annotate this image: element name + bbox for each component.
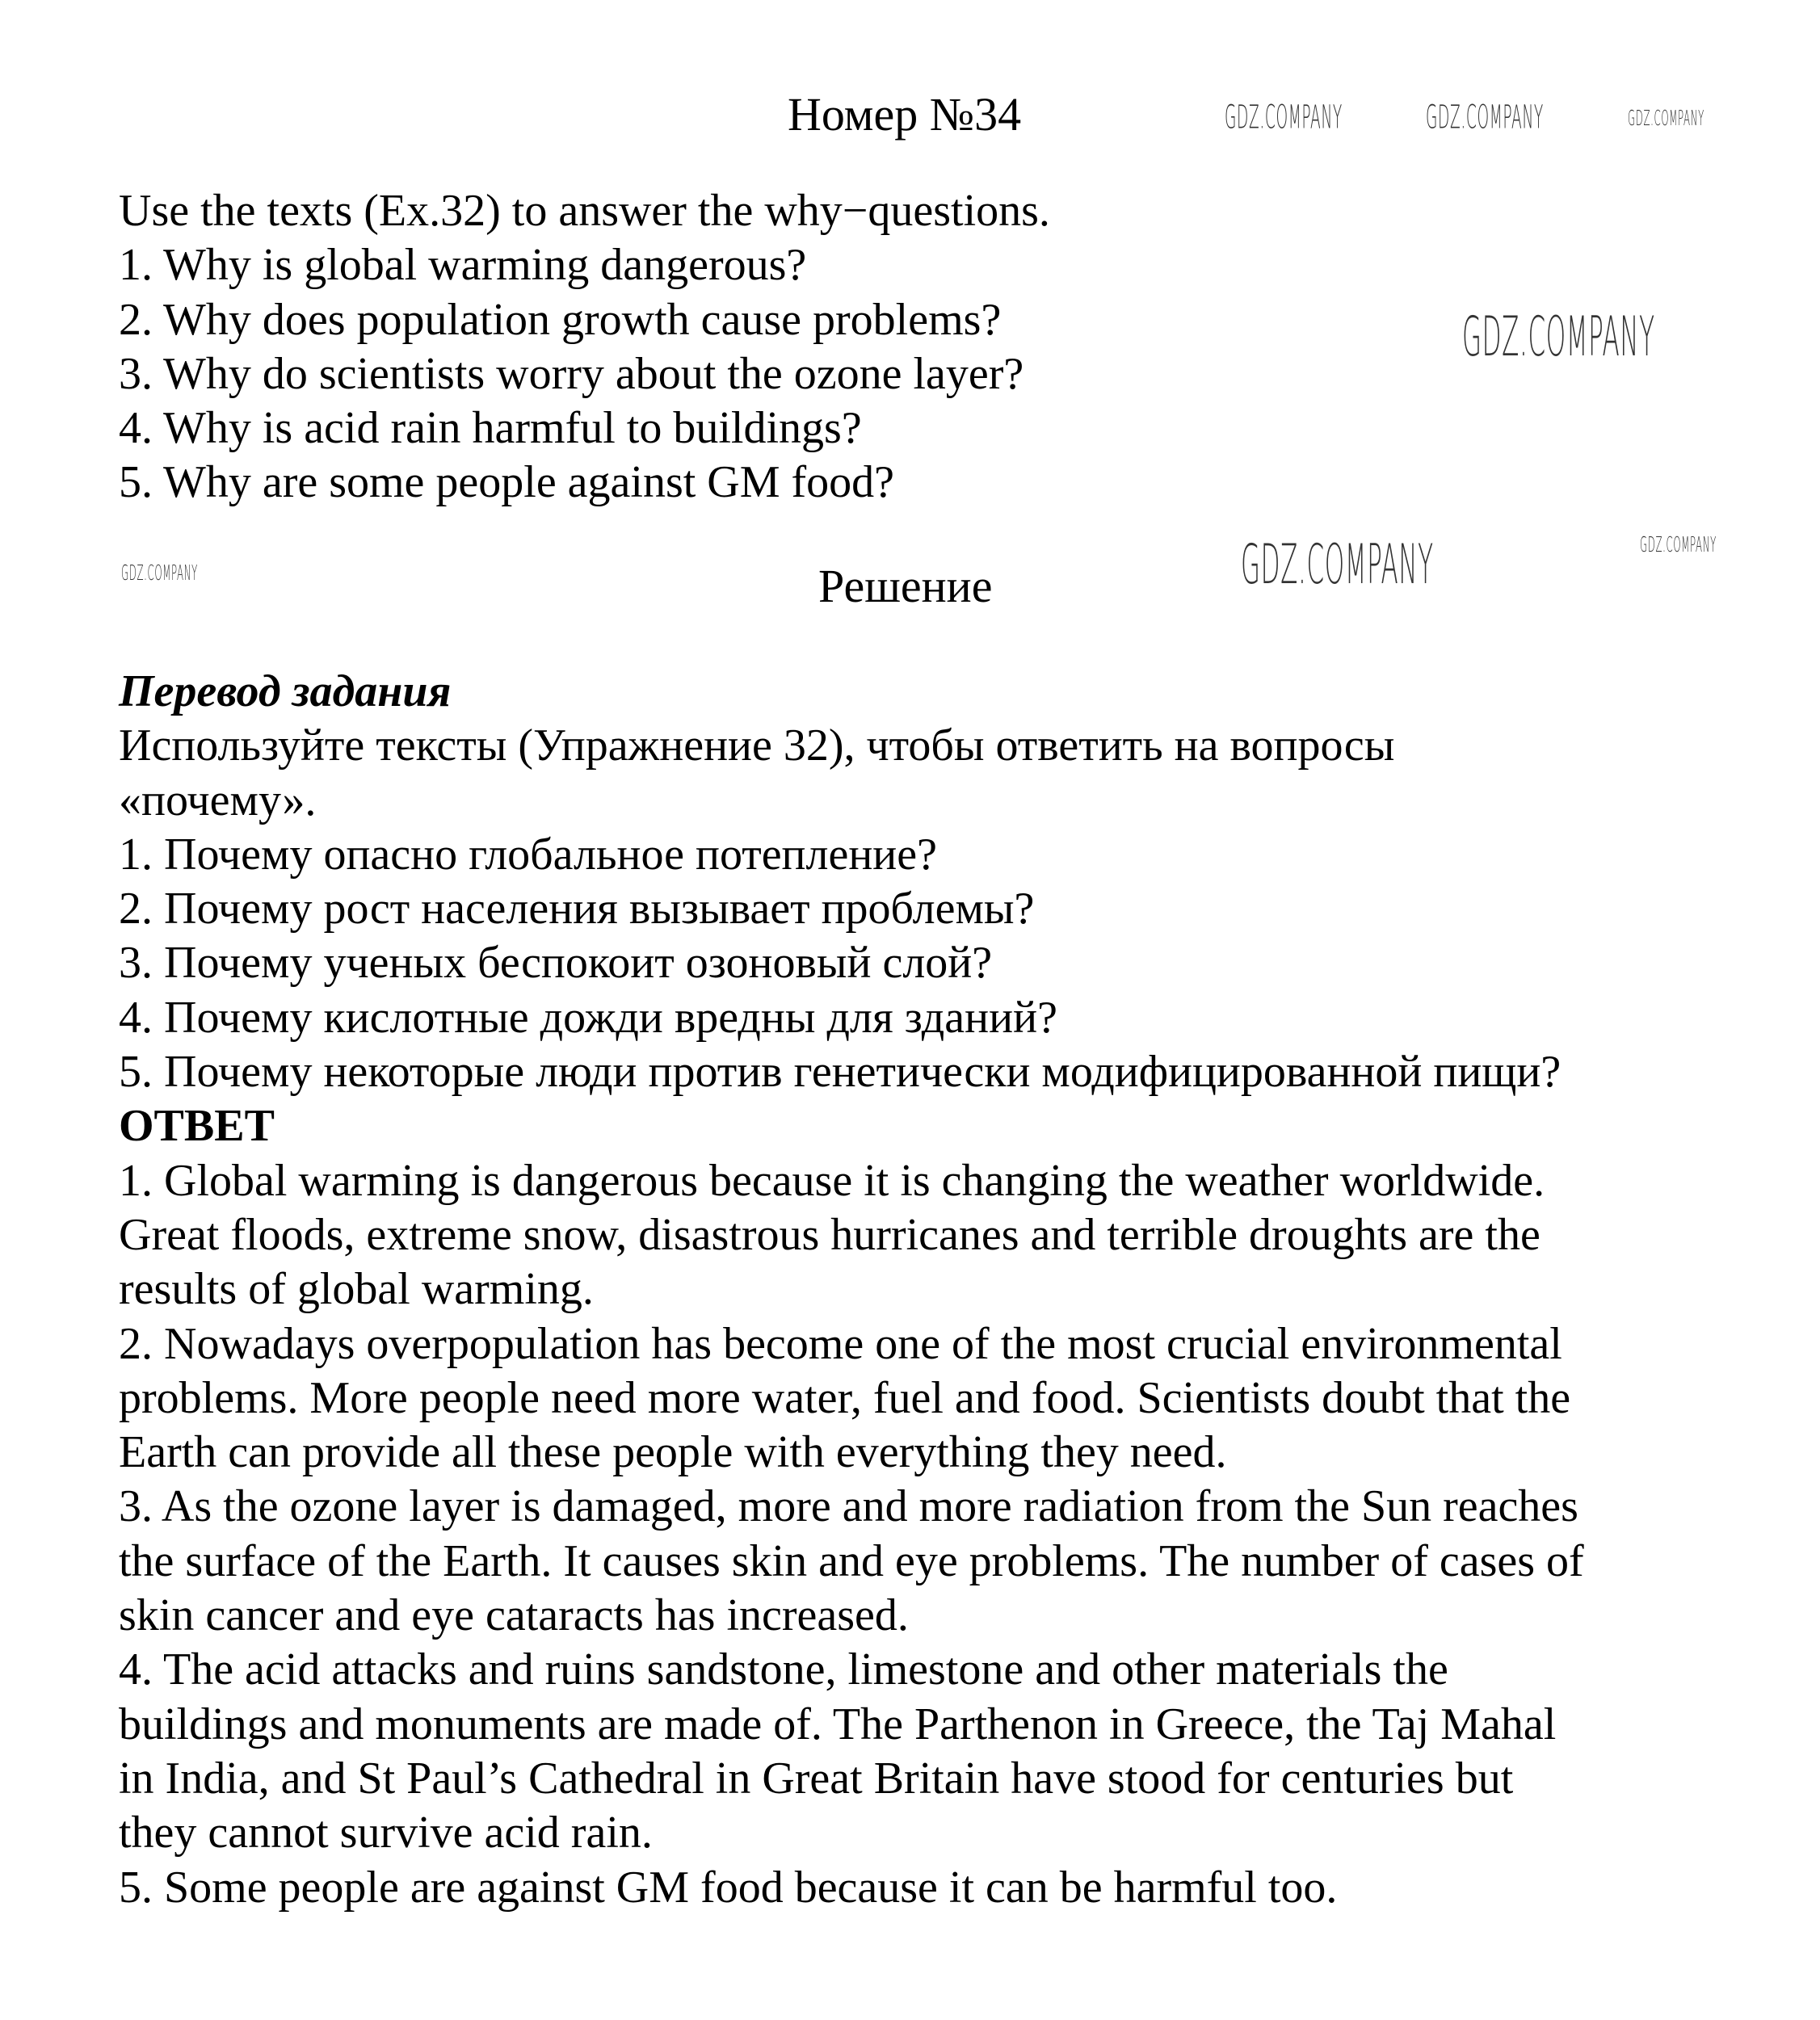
translation-intro: Используйте тексты (Упражнение 32), чтобы ответить на вопросы — [119, 720, 1395, 771]
solution-block — [119, 665, 1584, 1915]
answer-line: 3. As the ozone layer is damaged, more and more radiation from the Sun reaches — [119, 1481, 1578, 1532]
solution-heading: Решение — [818, 560, 993, 612]
answer-line: in India, and St Paul’s Cathedral in Great Britain have stood for centuries but — [119, 1753, 1514, 1804]
task-question: 4. Why is acid rain harmful to buildings? — [119, 403, 862, 454]
task-question: 2. Why does population growth cause problems? — [119, 294, 1002, 345]
task-block — [119, 184, 1050, 510]
task-question: 1. Why is global warming dangerous? — [119, 240, 807, 291]
answer-heading: ОТВЕТ — [119, 1101, 275, 1152]
translation-intro: «почему». — [119, 775, 317, 825]
answer-line: buildings and monuments are made of. The Parthenon in Greece, the Taj Mahal — [119, 1699, 1557, 1749]
answer-line: Earth can provide all these people with everything they need. — [119, 1427, 1227, 1478]
watermark-text: GDZ.COMPANY — [1628, 107, 1704, 131]
answer-line: Great floods, extreme snow, disastrous hurricanes and terrible droughts are the — [119, 1209, 1540, 1260]
watermark-text: GDZ.COMPANY — [121, 561, 198, 586]
answer-line: problems. More people need more water, fuel and food. Scientists doubt that the — [119, 1372, 1571, 1423]
watermark-text: GDZ.COMPANY — [1640, 533, 1717, 557]
answer-line: 1. Global warming is dangerous because it is changing the weather worldwide. — [119, 1155, 1545, 1206]
answer-line: 5. Some people are against GM food because it can be harmful too. — [119, 1862, 1338, 1913]
answer-line: skin cancer and eye cataracts has increased. — [119, 1590, 909, 1641]
answer-line: 2. Nowadays overpopulation has become one of the most crucial environmental — [119, 1318, 1562, 1369]
translation-question: 5. Почему некоторые люди против генетически модифицированной пищи? — [119, 1047, 1562, 1098]
translation-heading: Перевод задания — [119, 666, 452, 716]
answer-line: results of global warming. — [119, 1264, 594, 1315]
task-question: 5. Why are some people against GM food? — [119, 457, 895, 508]
task-question: 3. Why do scientists worry about the ozone layer? — [119, 348, 1024, 399]
translation-question: 1. Почему опасно глобальное потепление? — [119, 829, 937, 880]
answer-line: they cannot survive acid rain. — [119, 1808, 653, 1858]
answer-line: 4. The acid attacks and ruins sandstone, limestone and other materials the — [119, 1644, 1448, 1695]
watermark-text: GDZ.COMPANY — [1426, 99, 1544, 137]
translation-question: 2. Почему рост населения вызывает проблемы? — [119, 884, 1035, 934]
watermark-text: GDZ.COMPANY — [1462, 305, 1655, 369]
task-intro: Use the texts (Ex.32) to answer the why−questions. — [119, 186, 1050, 236]
answer-line: the surface of the Earth. It causes skin and eye problems. The number of cases of — [119, 1535, 1584, 1586]
translation-question: 4. Почему кислотные дожди вредны для зданий? — [119, 992, 1057, 1043]
watermark-text: GDZ.COMPANY — [1241, 533, 1434, 597]
translation-question: 3. Почему ученых беспокоит озоновый слой? — [119, 938, 993, 989]
watermark-text: GDZ.COMPANY — [1225, 99, 1343, 137]
page-title: Номер №34 — [788, 88, 1022, 141]
